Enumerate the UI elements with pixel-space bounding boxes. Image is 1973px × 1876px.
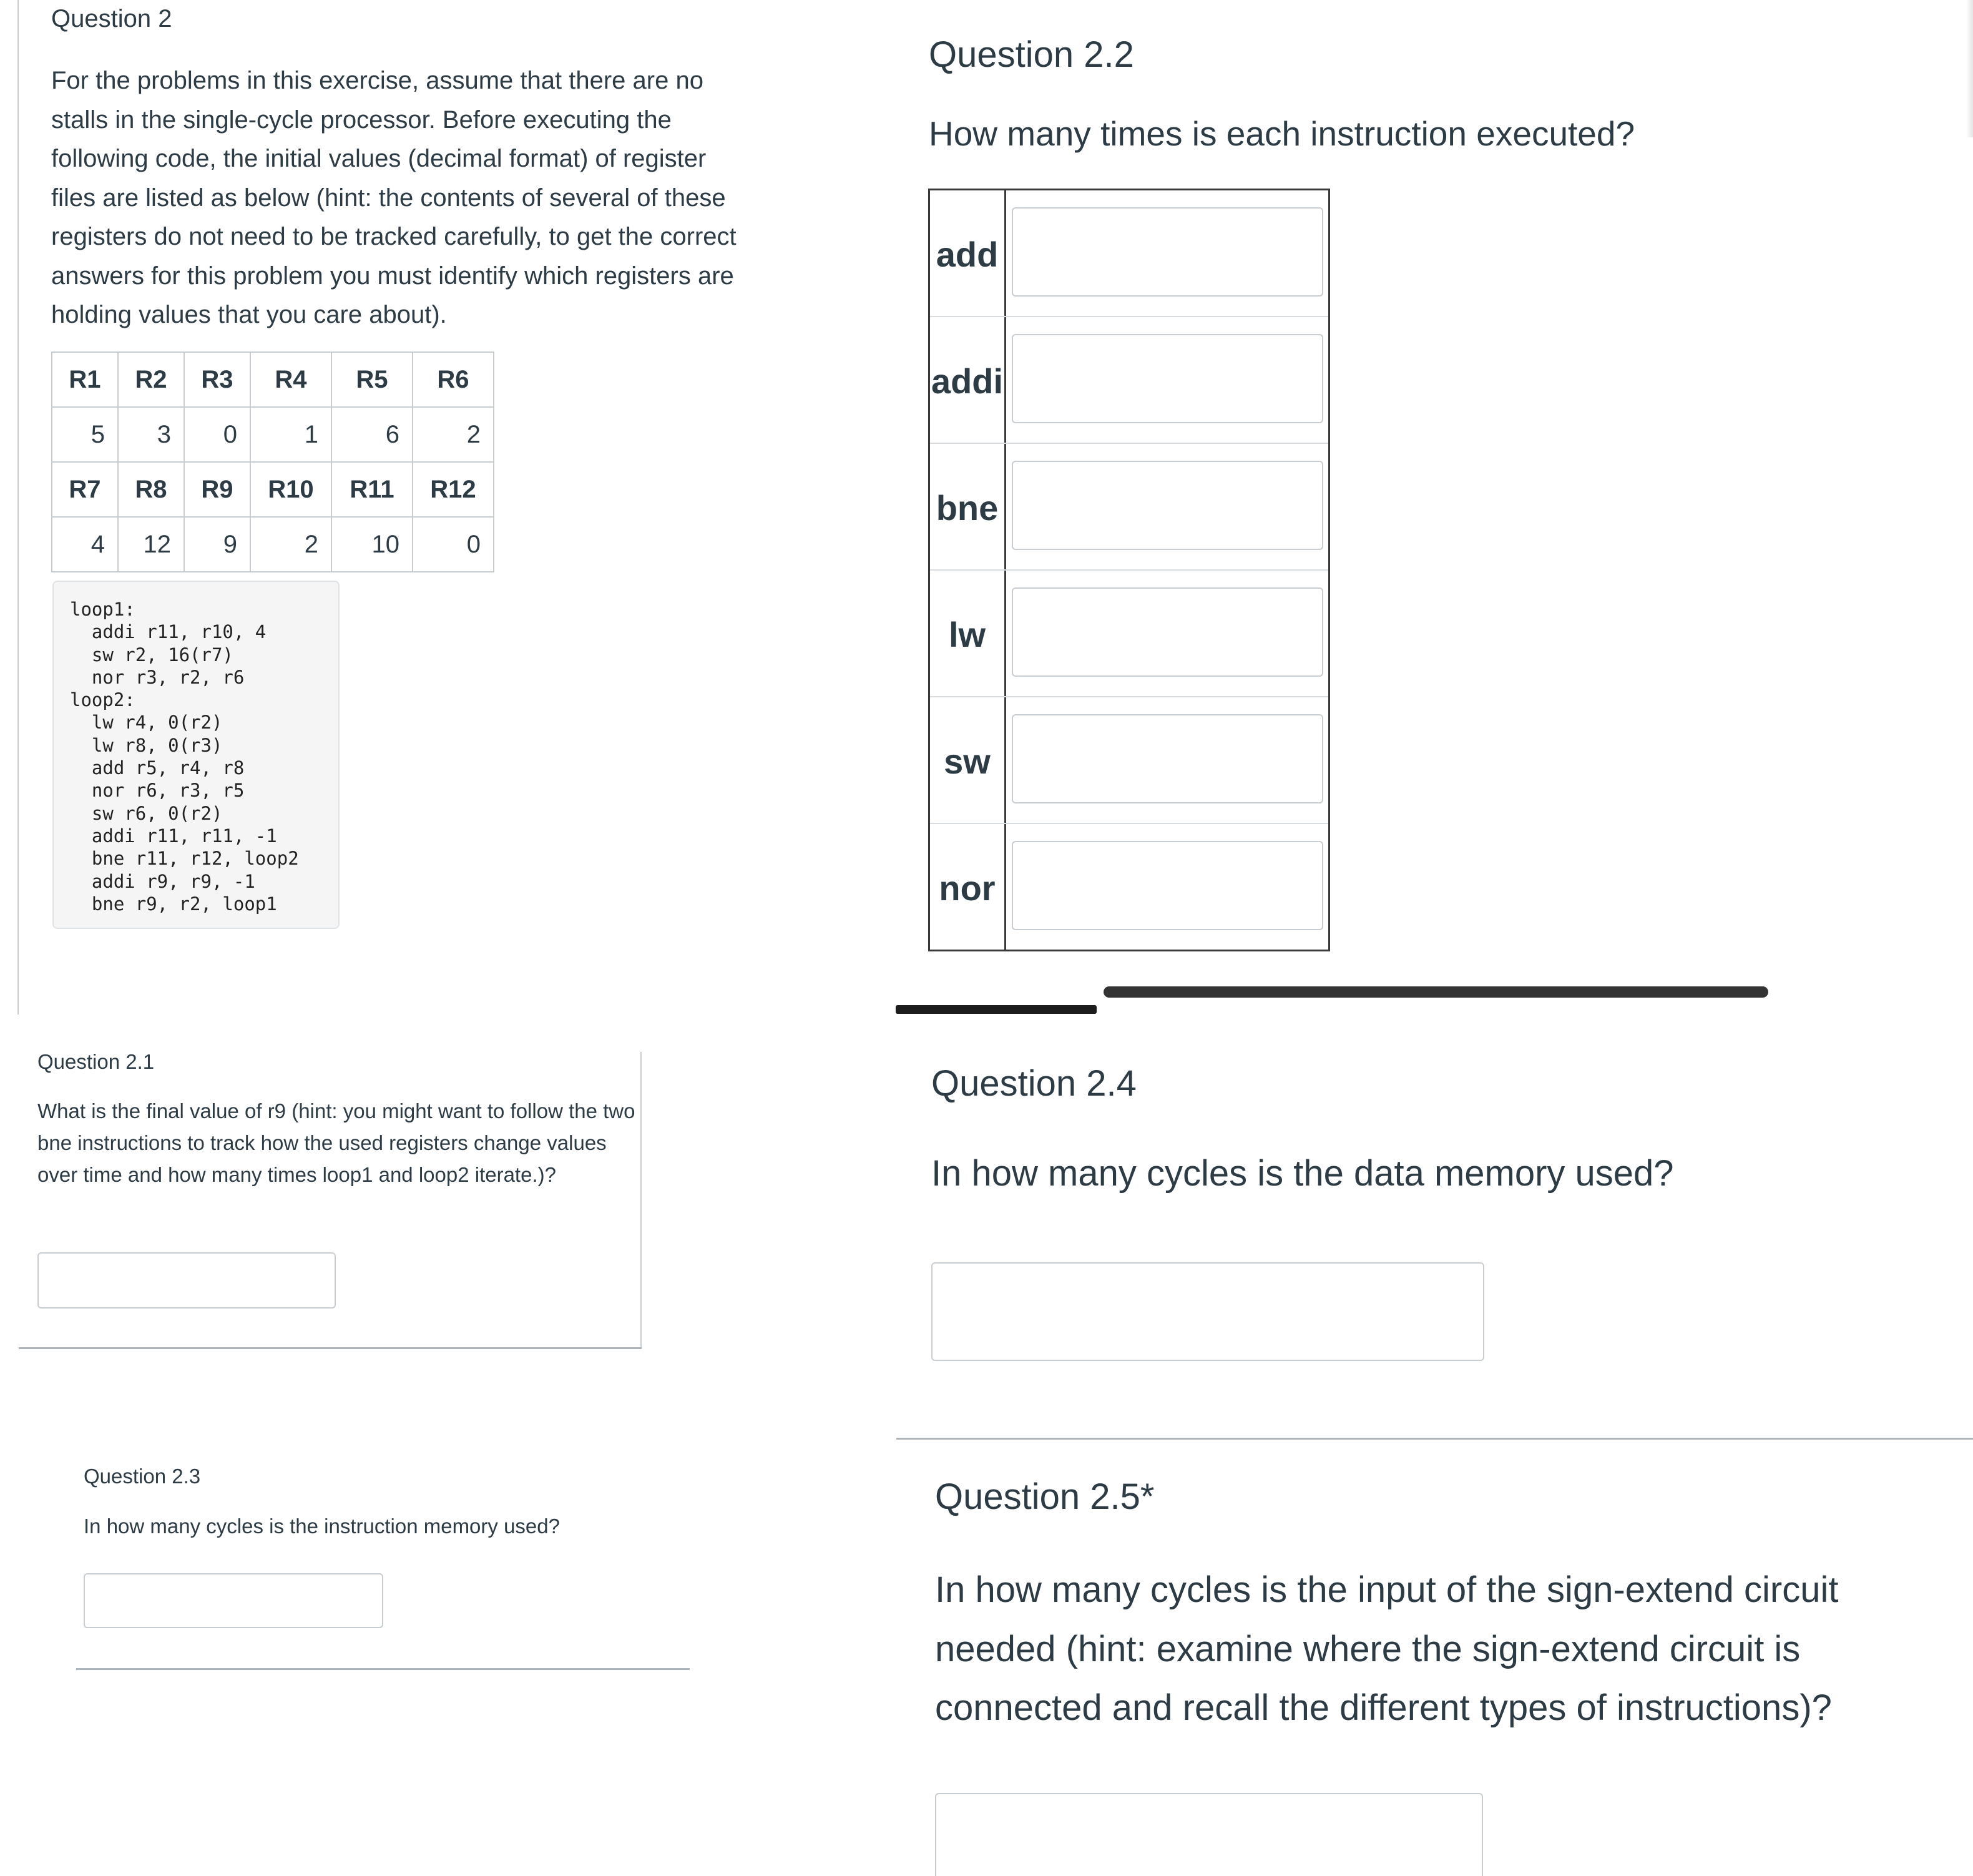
question-2-1-panel-border (640, 1052, 642, 1348)
instruction-label-sw: sw (944, 742, 991, 781)
question-2-3-title: Question 2.3 (84, 1465, 201, 1488)
register-header: R1 (52, 352, 118, 407)
register-value: 2 (250, 517, 331, 572)
register-header: R7 (52, 462, 118, 517)
register-header: R12 (413, 462, 494, 517)
assembly-code: loop1: addi r11, r10, 4 sw r2, 16(r7) nor r3, r2, r6 loop2: lw r4, 0(r2) lw r8, 0(r3) add r5, r4, r8 nor r6, r3, r5 sw r6, 0(r2) addi r11, r11, -1 bne r11, r12, loop2 addi r9, r9, -1 bne r9, r2, loop1 (70, 599, 299, 915)
register-value-row-2 (52, 517, 494, 572)
horizontal-scrollbar-left[interactable] (896, 1005, 1097, 1014)
instruction-label-addi: addi (931, 361, 1004, 401)
register-value: 0 (413, 517, 494, 572)
question-2-4-description: In how many cycles is the data memory used? (931, 1153, 1674, 1194)
question-2-1-title: Question 2.1 (37, 1050, 155, 1073)
register-header: R6 (413, 352, 494, 407)
instruction-row-divider (930, 823, 1328, 824)
register-value: 2 (413, 407, 494, 462)
question-2-2-description: How many times is each instruction executed? (929, 114, 1635, 153)
question-2-4-answer-input[interactable] (931, 1262, 1484, 1361)
instruction-row-divider (930, 443, 1328, 444)
page-edge-shadow (1966, 0, 1973, 137)
question-2-1-divider (19, 1347, 642, 1349)
instruction-label-bne: bne (936, 488, 999, 528)
instruction-nor-count-input[interactable] (1012, 841, 1323, 930)
horizontal-scrollbar[interactable] (1104, 986, 1768, 998)
question-2-5-title: Question 2.5* (935, 1476, 1155, 1517)
register-header: R5 (331, 352, 413, 407)
panel-left-border (17, 0, 19, 1014)
register-value: 12 (118, 517, 184, 572)
instruction-bne-count-input[interactable] (1012, 461, 1323, 550)
instruction-label-lw: lw (948, 615, 986, 654)
question-2-5-answer-input[interactable] (935, 1793, 1483, 1876)
instruction-lw-count-input[interactable] (1012, 587, 1323, 677)
register-value: 4 (52, 517, 118, 572)
instruction-row-divider (930, 696, 1328, 697)
register-value: 1 (250, 407, 331, 462)
instruction-label-add: add (936, 235, 999, 274)
register-header: R3 (184, 352, 250, 407)
register-header: R2 (118, 352, 184, 407)
code-block (52, 581, 340, 929)
instruction-addi-count-input[interactable] (1012, 334, 1323, 423)
question-2-3-divider (76, 1668, 690, 1670)
register-value: 10 (331, 517, 413, 572)
instruction-row-divider (930, 316, 1328, 317)
question-2-5-description: In how many cycles is the input of the sign-extend circuit needed (hint: examine where the sign-extend circuit is connected and recall the different types of instructions)? (935, 1569, 1839, 1728)
register-value: 9 (184, 517, 250, 572)
question-2-2-title: Question 2.2 (929, 34, 1134, 75)
register-header: R4 (250, 352, 331, 407)
register-value: 3 (118, 407, 184, 462)
question-2-1-answer-input[interactable] (37, 1252, 336, 1309)
question-2-4-title: Question 2.4 (931, 1063, 1137, 1104)
register-header-row-1 (52, 352, 494, 407)
question-2-description: For the problems in this exercise, assume that there are no stalls in the single-cycle processor. Before executing the following code, the initial values (decimal format) of register files are listed as below (hint: the contents of several of these registers do not need to be tracked carefully, to get the correct answers for this problem you must identify which registers are holding values that you care about). (51, 67, 737, 328)
question-2-1-description: What is the final value of r9 (hint: you might want to follow the two bne instructions to track how the used registers change values over time and how many times loop1 and loop2 iterate.)? (37, 1099, 635, 1186)
register-header: R10 (250, 462, 331, 517)
question-2-3-answer-input[interactable] (84, 1573, 383, 1628)
question-2-4-divider (896, 1438, 1973, 1440)
register-table (51, 351, 494, 572)
question-2-3-description: In how many cycles is the instruction memory used? (84, 1515, 560, 1538)
instruction-add-count-input[interactable] (1012, 207, 1323, 297)
register-value: 0 (184, 407, 250, 462)
instruction-sw-count-input[interactable] (1012, 714, 1323, 803)
register-header: R9 (184, 462, 250, 517)
instruction-row-divider (930, 569, 1328, 571)
question-2-title: Question 2 (51, 5, 172, 32)
register-value: 5 (52, 407, 118, 462)
register-value: 6 (331, 407, 413, 462)
register-header-row-2 (52, 462, 494, 517)
register-value-row-1 (52, 407, 494, 462)
register-header: R11 (331, 462, 413, 517)
register-header: R8 (118, 462, 184, 517)
instruction-label-nor: nor (939, 868, 996, 908)
